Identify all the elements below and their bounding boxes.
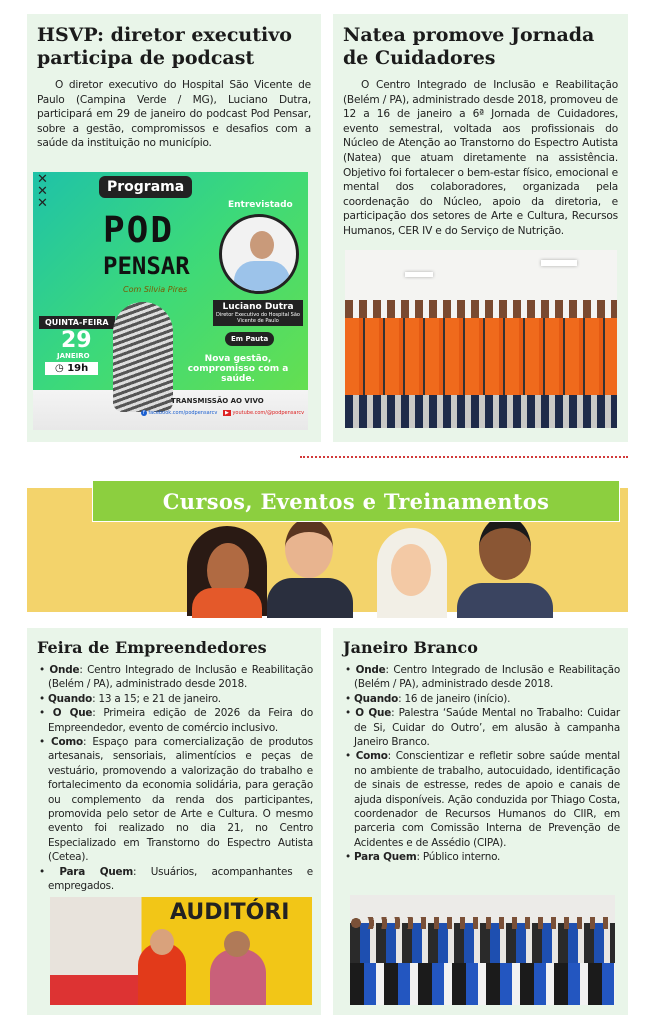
- interviewee-caption: [213, 300, 303, 326]
- detail-list: [37, 663, 313, 894]
- article-title: Natea promove Jornada de Cuidadores: [343, 24, 595, 69]
- poster-pauta: Nova gestão, compromisso com a saúde.: [187, 354, 289, 384]
- list-item: • Onde: Centro Integrado de Inclusão e Reabilitação (Belém / PA), administrado desde 2018.: [37, 663, 313, 692]
- list-item: • O Que: Primeira edição de 2026 da Feira do Empreendedor, evento de comércio inclusivo.: [37, 706, 313, 735]
- poster-time: ◷ 19h: [45, 362, 98, 375]
- list-item: • Quando: 13 a 15; e 21 de janeiro.: [37, 692, 313, 706]
- list-item: • Para Quem: Público interno.: [343, 850, 620, 864]
- list-item: • O Que: Palestra ‘Saúde Mental no Trabalho: Cuidar de Si, Cuidar do Outro’, em alusão à campanha Janeiro Branco.: [343, 706, 620, 749]
- jornada-group-photo: [345, 250, 617, 428]
- auditorio-sign: AUDITÓRI: [170, 900, 290, 925]
- poster-live: TRANSMISSÃO AO VIVO: [171, 397, 264, 405]
- poster-day: QUINTA-FEIRA: [39, 316, 115, 329]
- list-item: • Como: Espaço para comercialização de produtos artesanais, sensoriais, alimentícios e peças de vestuário, promovendo a valorização do trabalho e fortalecimento da economia solidária, para geração ou complemento da renda dos participantes, promovida pelo setor de Arte e Cultura. O mesmo evento foi realizado no dia 21, no Centro Especializado em Transtorno do Espectro Autista (Cetea).: [37, 735, 313, 865]
- interviewee-role: Diretor Executivo do Hospital São Vicente de Paulo: [216, 312, 300, 324]
- microphone-icon: [113, 302, 173, 412]
- article-title: HSVP: diretor executivo participa de podcast: [37, 24, 292, 69]
- poster-em-pauta: Em Pauta: [225, 332, 274, 346]
- poster-programa: Programa: [99, 176, 192, 198]
- poster-entrevistado: Entrevistado: [228, 200, 293, 210]
- poster-youtube: ▶ youtube.com/@podpensarcv: [225, 410, 305, 416]
- feira-photo: [50, 897, 312, 1005]
- clock-icon: ◷: [55, 363, 64, 374]
- list-item: • Para Quem: Usuários, acompanhantes e empregados.: [37, 865, 313, 894]
- interviewee-name: Luciano Dutra: [222, 302, 294, 312]
- article-body: O Centro Integrado de Inclusão e Reabilitação (Belém / PA), administrado desde 2018, promoveu de 12 a 16 de janeiro a 6ª Jornada de Cuidadores, evento semestral, voltada aos profissionais do Núcleo de Atenção ao Transtorno do Espectro Autista (Natea) que atuam diretamente na assistência. Objetivo foi fortalecer o bem-estar físico, emocional e mental dos colaboradores, organizada pela coordenação do Núcleo, apoio da diretoria, e participação dos setores de Arte e Cultura, Recursos Humanos, CER IV e do Serviço de Nutrição.: [343, 79, 618, 237]
- janeiro-branco-group-photo: [350, 895, 615, 1005]
- detail-list: [343, 663, 620, 865]
- list-item: • Onde: Centro Integrado de Inclusão e Reabilitação (Belém / PA), administrado desde 2018.: [343, 663, 620, 692]
- poster-signature: Com Silvia Pires: [123, 285, 188, 294]
- poster-date: 29: [61, 328, 92, 353]
- list-item: • Quando: 16 de janeiro (início).: [343, 692, 620, 706]
- interviewee-photo: [219, 214, 299, 294]
- section-divider: [300, 456, 628, 458]
- article-title: Janeiro Branco: [343, 638, 478, 657]
- facebook-icon: f: [143, 410, 145, 416]
- poster-pod: POD: [103, 210, 175, 251]
- youtube-icon: ▶: [225, 410, 229, 416]
- poster-month: JANEIRO: [57, 352, 90, 360]
- poster-pensar: PENSAR: [103, 252, 190, 280]
- list-item: • Como: Conscientizar e refletir sobre saúde mental no ambiente de trabalho, autocuidado, identificação de sinais de estresse, redes de apoio e canais de ajuda disponíveis. Ação conduzida por Thiago Costa, coordenador de Recursos Humanos do CIIR, em parceria com Comissão Interna de Prevenção de Acidentes e de Assédio (CIPA).: [343, 749, 620, 850]
- poster-x-marks: ✕ ✕ ✕: [37, 172, 48, 211]
- article-title: Feira de Empreendedores: [37, 638, 267, 657]
- poster-facebook: f facebook.com/podpensarcv: [143, 410, 218, 416]
- podcast-poster: [33, 172, 308, 430]
- banner-title-bar: [92, 480, 620, 522]
- banner-title: Cursos, Eventos e Treinamentos: [162, 488, 550, 514]
- article-body: O diretor executivo do Hospital São Vicente de Paulo (Campina Verde / MG), Luciano Dutra, participará em 29 de janeiro do podcast Pod Pensar, sobre a gestão, compromissos e desafios com a saúde da instituição no município.: [37, 79, 311, 150]
